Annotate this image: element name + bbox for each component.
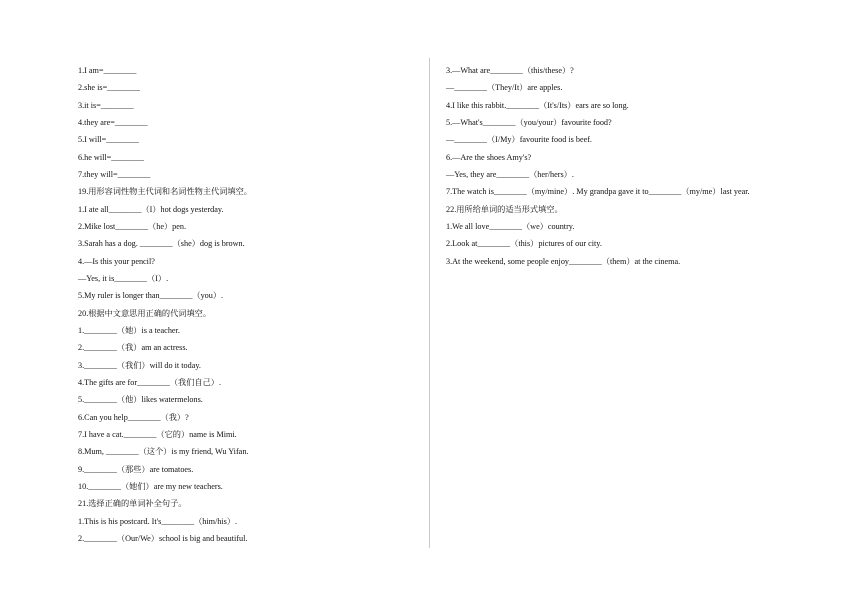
exercise-line: 1.I ate all________（I）hot dogs yesterday.	[78, 204, 224, 214]
exercise-line: 1.We all love________（we）country.	[446, 222, 575, 232]
exercise-line: 2.________（Our/We）school is big and beautiful.	[78, 533, 248, 543]
exercise-line: 4.I like this rabbit.________（It's/Its）ears are so long.	[446, 100, 629, 110]
exercise-line: —________（They/It）are apples.	[446, 83, 563, 93]
exercise-line: 1.________（她）is a teacher.	[78, 325, 180, 335]
exercise-line: 10.________（她们）are my new teachers.	[78, 481, 223, 491]
left-column	[78, 62, 418, 547]
exercise-line: 5.I will=________	[78, 135, 140, 145]
exercise-line: —________（I/My）favourite food is beef.	[446, 135, 592, 145]
exercise-line: 8.Mum, ________（这个）is my friend, Wu Yifan.	[78, 447, 249, 457]
exercise-line: 6.—Are the shoes Amy's?	[446, 152, 532, 162]
exercise-line: 2.________（我）am an actress.	[78, 343, 188, 353]
exercise-line: 5.—What's________（you/your）favourite food?	[446, 118, 612, 128]
exercise-line: 3.________（我们）will do it today.	[78, 360, 201, 370]
exercise-line: 6.he will=________	[78, 152, 145, 162]
exercise-line: 2.she is=________	[78, 83, 140, 93]
exercise-line: 4.they are=________	[78, 117, 148, 127]
exercise-line: 3.it is=________	[78, 100, 134, 110]
exercise-line: 1.I am=________	[78, 66, 137, 75]
column-divider	[429, 58, 430, 548]
exercise-line: —Yes, it is________（I）.	[78, 273, 169, 283]
exercise-line: 7.The watch is________（my/mine）. My grandpa gave it to________（my/me）last year.	[446, 187, 750, 197]
section-heading-22: 22.用所给单词的适当形式填空。	[446, 204, 563, 214]
exercise-line: 7.I have a cat.________（它的）name is Mimi.	[78, 429, 237, 439]
exercise-line: 1.This is his postcard. It's________（him/his）.	[78, 516, 238, 526]
section-heading-19: 19.用形容词性物主代词和名词性物主代词填空。	[78, 187, 252, 197]
exercise-line: 3.—What are________（this/these）?	[446, 66, 574, 75]
right-column	[446, 62, 826, 270]
exercise-line: 5.My ruler is longer than________（you）.	[78, 291, 224, 301]
exercise-line: 2.Look at________（this）pictures of our city.	[446, 239, 602, 249]
exercise-line: 4.The gifts are for________（我们自己）.	[78, 377, 222, 387]
section-heading-20: 20.根据中文意思用正确的代词填空。	[78, 308, 212, 318]
exercise-line: 6.Can you help________（我）?	[78, 412, 189, 422]
exercise-line: 4.—Is this your pencil?	[78, 256, 155, 266]
exercise-line: 5.________（他）likes watermelons.	[78, 395, 203, 405]
exercise-line: 7.they will=________	[78, 169, 151, 179]
exercise-line: —Yes, they are________（her/hers）.	[446, 170, 574, 180]
exercise-line: 2.Mike lost________（he）pen.	[78, 221, 187, 231]
exercise-line: 3.At the weekend, some people enjoy________（them）at the cinema.	[446, 256, 681, 266]
section-heading-21: 21.选择正确的单词补全句子。	[78, 499, 187, 509]
exercise-line: 3.Sarah has a dog. ________（she）dog is brown.	[78, 239, 245, 249]
exercise-line: 9.________（那些）are tomatoes.	[78, 464, 194, 474]
